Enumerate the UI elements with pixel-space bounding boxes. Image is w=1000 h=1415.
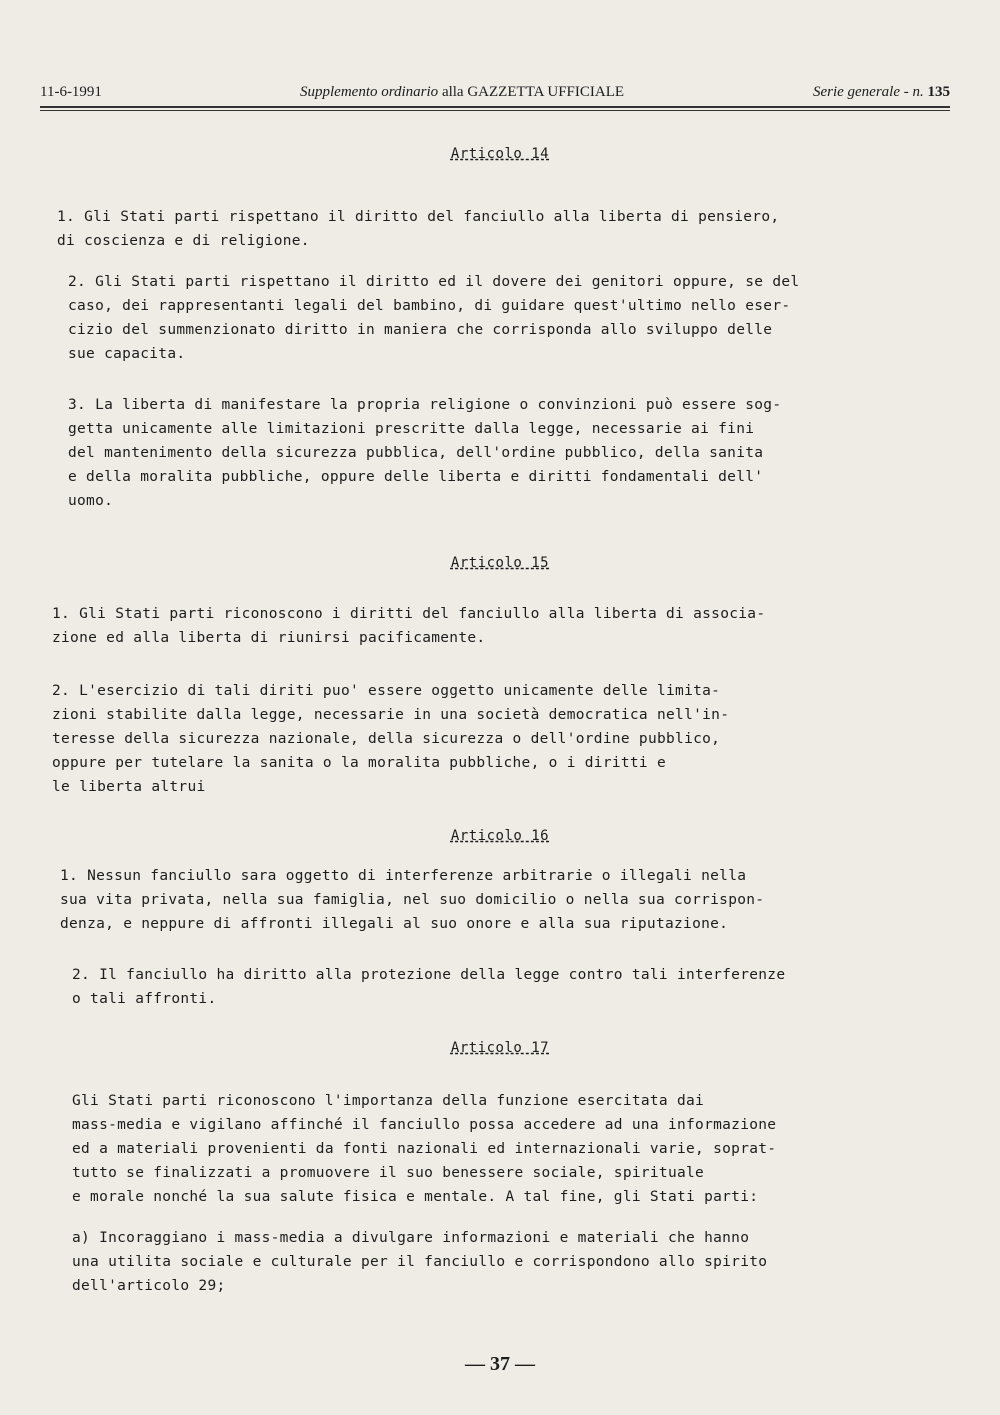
header-rule [40,106,950,108]
header-rule-thin [40,110,950,111]
header-publication [300,84,624,101]
article-14-para-1: 1. Gli Stati parti rispettano il diritto del fanciullo alla liberta di pensiero, di coscienza e di religione. [57,209,780,249]
article-14-para-2: 2. Gli Stati parti rispettano il diritto ed il dovere dei genitori oppure, se del caso, dei rappresentanti legali del bambino, di guidare quest'ultimo nello eser- cizio del summenzionato diritto in maniera che corrisponda allo sviluppo delle sue capacita. [68,274,800,362]
article-17-intro: Gli Stati parti riconoscono l'importanza della funzione esercitata dai mass-media e vigilano affinché il fanciullo possa accedere ad una informazione ed a materiali provenienti da fonti nazionali ed internazionali varie, soprat- tutto se finalizzati a promuovere il suo benessere sociale, spirituale e morale nonché la sua salute fisica e mentale. A tal fine, gli Stati parti: [72,1093,777,1205]
page-number: — 37 — [465,1353,535,1375]
article-15-para-1: 1. Gli Stati parti riconoscono i diritti del fanciullo alla liberta di associa- zione ed alla liberta di riunirsi pacificamente. [52,606,766,646]
header-series [813,84,950,101]
article-17-item-a: a) Incoraggiano i mass-media a divulgare informazioni e materiali che hanno una utilita sociale e culturale per il fanciullo e corrispondono allo spirito dell'articolo 29; [72,1230,768,1294]
article-16-para-2: 2. Il fanciullo ha diritto alla protezione della legge contro tali interferenze o tali affronti. [72,967,786,1007]
header-date: 11-6-1991 [40,84,102,100]
header-pub-rest: alla GAZZETTA UFFICIALE [438,84,625,100]
header-series-number: 135 [927,84,950,100]
article-16-title: Articolo 16 [450,828,550,844]
article-15-title: Articolo 15 [450,555,550,571]
article-15-para-2: 2. L'esercizio di tali diriti puo' essere oggetto unicamente delle limita- zioni stabilite dalla legge, necessarie in una società democratica nell'in- teresse della sicurezza nazionale, della sicurezza o dell'ordine pubblico, oppure per tutelare la sanita o la moralita pubbliche, o i diritti e le liberta altrui [52,683,730,795]
article-14-para-3: 3. La liberta di manifestare la propria religione o convinzioni può essere sog- getta unicamente alle limitazioni prescritte dalla legge, necessarie ai fini del mantenimento della sicurezza pubblica, dell'ordine pubblico, della sanita e della moralita pubbliche, oppure delle liberta e diritti fondamentali dell' uomo. [68,397,782,509]
header-pub-italic: Supplemento ordinario [300,84,439,100]
article-14-title: Articolo 14 [450,146,550,162]
running-header [40,84,950,106]
article-16-para-1: 1. Nessun fanciullo sara oggetto di interferenze arbitrarie o illegali nella sua vita privata, nella sua famiglia, nel suo domicilio o nella sua corrispon- denza, e neppure di affronti illegali al suo onore e alla sua riputazione. [60,868,765,932]
article-17-title: Articolo 17 [450,1040,550,1056]
header-series-label: Serie generale - n. [812,84,928,100]
